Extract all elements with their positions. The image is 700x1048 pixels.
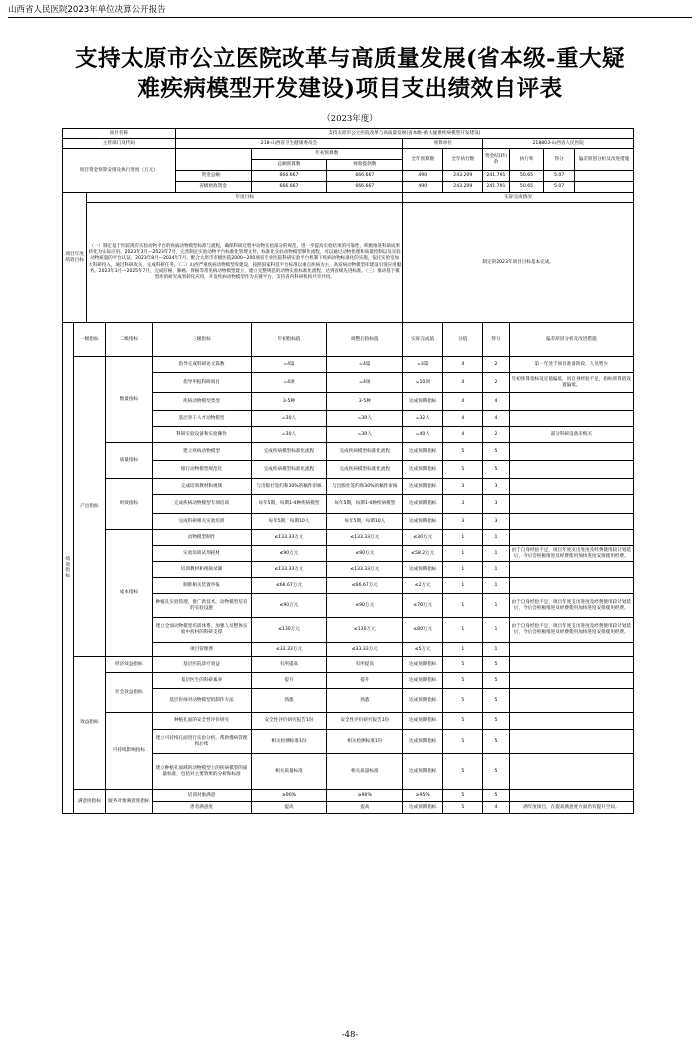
level1-indicator: 满意度指标: [73, 790, 106, 814]
deviation-reason: [509, 479, 633, 495]
level3-indicator: 科研实验设备和实验操作: [152, 427, 251, 443]
weight: 3: [443, 479, 483, 495]
actual-value: 达成预期指标: [403, 730, 443, 754]
deviation-reason: 由于自身经验不足，项目年度支出进度及经费使用较计划延后，今后会积极推进及经费使用加快进度安排使用经费。: [509, 618, 633, 643]
weight: 1: [443, 562, 483, 578]
score: 1: [483, 578, 509, 594]
level2-indicator: 成本指标: [106, 530, 152, 657]
initial-target: ≤90万元: [251, 594, 327, 618]
reason-header: 偏差原因分析及改进措施: [574, 149, 633, 171]
actual-value: 达成预期指标: [403, 754, 443, 790]
budget-corner: [175, 149, 251, 171]
score: 5: [483, 790, 509, 802]
rate-header: 执行率: [509, 149, 544, 171]
level3-indicator: 项目管理费: [152, 643, 251, 657]
weight: 1: [443, 530, 483, 546]
indicator-row: [63, 357, 634, 373]
goal-target-text: （一）制定基于医院现有实验动物平台的疾病动物模型标准与流程，确保科研过程中动物实验部分的规范，进一步提高实验结果的可靠性，积极推进科研成果转化为实际应用。2023年3月—2023年7月，完善制定实验动物平台标准化管理文件，标准化实验动物模型制作流程，可以通过动物伦理和质量控制以及实验动物质量的平台认证。2023年8月—2024年7月，配合太原市市级医院2000~200项省专业医院科研实验平台机制下疾病动物标准化的实施，依托实验室加大科研投入，通过科研攻关，完成科研任务。（二）山西严重疾病动物模型库建设，按照国家科技平台标准以重点疾病为主，高发病动物模型库建设引领应用服务。2023年3月—2025年7月，完成肝癌、肺癌、胃癌等常见病动物模型建立，建立完整规范的动物实验标准化流程，达到省级先进标准。（三）推动基于模型库的研究成果转化应用，开发疾病动物模型作为关键平台，支持省内科研机构共享共用。: [87, 203, 403, 323]
score: 4: [483, 802, 509, 814]
deviation-reason: [509, 689, 633, 713]
actual-value: 达成预期指标: [403, 393, 443, 411]
actual-value: ≤30万元: [403, 530, 443, 546]
weight: 1: [443, 578, 483, 594]
score: 5: [483, 657, 509, 673]
budget-header-row: [63, 149, 634, 160]
indicator-row: [63, 713, 634, 730]
deviation-reason: [509, 443, 633, 461]
score-header: 得分: [544, 149, 575, 171]
deviation-reason: [509, 461, 633, 479]
actual-value: 达成预期指标: [403, 562, 443, 578]
adjusted-target: ≤133.33万元: [327, 530, 403, 546]
level2-indicator: 质量指标: [106, 443, 152, 479]
actual-value: 达成预期指标: [403, 713, 443, 730]
full-year-header: 全年预算数: [403, 149, 443, 171]
level3-indicator: 建立全面动物模型培训体系，加强人员整体实验中药材的科研支撑: [152, 618, 251, 643]
deviation-reason: 由于自身经验不足，项目年度支出进度及经费使用较计划延后，今后会积极推进及经费使用加快进度安排使用经费。: [509, 546, 633, 562]
budget-label: 项目资金预算安排及执行进度（万元）: [63, 149, 176, 193]
actual-value: =40人: [403, 427, 443, 443]
level2-indicator: 可持续影响指标: [106, 713, 152, 790]
adjusted-target: 每年5期，每期1-4种疾病模型: [327, 495, 403, 514]
actual-value: =10项: [403, 373, 443, 393]
adjusted-target: 提升: [327, 673, 403, 689]
level3-indicator: 建立可持续孔面进行实验分析，帮助慢病管理和后续: [152, 730, 251, 754]
score: 1: [483, 562, 509, 578]
total-budget-header: 总额预算数: [251, 160, 327, 171]
deviation-reason: [509, 643, 633, 657]
score: 4: [483, 393, 509, 411]
weight: 4: [443, 373, 483, 393]
adjusted-target: =30人: [327, 427, 403, 443]
initial-target: 提升: [251, 673, 327, 689]
level3-indicator: 指导申报科研项目: [152, 373, 251, 393]
indicator-row: [63, 479, 634, 495]
score: 1: [483, 530, 509, 546]
score: 5: [483, 754, 509, 790]
page-title: [60, 44, 640, 104]
level2-indicator: 服务对象满意度指标: [106, 790, 152, 814]
report-year: （2023年度）: [322, 114, 378, 124]
adjusted-target: =30人: [327, 411, 403, 427]
level3-indicator: 患者满意度: [152, 802, 251, 814]
score: 5: [483, 673, 509, 689]
initial-target: 安全性评价研究报告1份: [251, 713, 327, 730]
project-name: 支持太原市公立医院改革与高质量发展(省本级-重大疑难疾病模型开发建设): [175, 129, 633, 139]
actual-value: 达成预期指标: [403, 461, 443, 479]
indicator-row: [63, 673, 634, 689]
deviation-reason: 满年度项目，在提高满意度方面仍有提升空间。: [509, 802, 633, 814]
adjusted-target: 完成疾病模型标准化流程: [327, 461, 403, 479]
dept-label: 主管部门及代码: [63, 139, 176, 149]
initial-target: 相关检测标准1份: [251, 730, 327, 754]
initial-target: ≥90%: [251, 790, 327, 802]
level3-indicator: 疾病动物模型类型: [152, 393, 251, 411]
level2-header: 二级指标: [106, 323, 152, 357]
level3-indicator: 培训教材和视频录制: [152, 562, 251, 578]
actual-value: 达成预期指标: [403, 689, 443, 713]
adjusted-target: 安全性评价研究报告1份: [327, 713, 403, 730]
initial-target: ≤130万元: [251, 618, 327, 643]
actual-value: =3篇: [403, 357, 443, 373]
adjusted-target: 有所提高: [327, 657, 403, 673]
score: 3: [483, 495, 509, 514]
level3-indicator: 完成疾病动物模型专项培训: [152, 495, 251, 514]
deviation-reason: [509, 530, 633, 546]
level3-indicator: 基层医师对动物模型的制作方法: [152, 689, 251, 713]
weight: 5: [443, 461, 483, 479]
weight: 5: [443, 713, 483, 730]
adjusted-target: 提高: [327, 802, 403, 814]
ind-reason-header: 偏差原因分析及改进措施: [509, 323, 633, 357]
indicator-header-row: [63, 323, 634, 357]
initial-target: =30人: [251, 427, 327, 443]
level3-indicator: 基层医生的科研素养: [152, 673, 251, 689]
adjusted-target-header: 调整后指标值: [327, 323, 403, 357]
weight: 1: [443, 546, 483, 562]
deviation-reason: 由于自身经验不足，项目年度支出进度及经费使用较计划延后，今后会积极推进及经费使用加快进度安排使用经费。: [509, 594, 633, 618]
unit-value: 218803-山西省人民医院: [483, 139, 634, 149]
deviation-reason: [509, 562, 633, 578]
page-header: 山西省人民医院2023年单位决算公开报告: [8, 5, 166, 15]
title-line-1: 支持太原市公立医院改革与高质量发展(省本级-重大疑: [75, 46, 625, 72]
project-name-row: [63, 129, 634, 139]
adjusted-target: ≤66.67万元: [327, 578, 403, 594]
score: 1: [483, 594, 509, 618]
deviation-reason: [509, 411, 633, 427]
adjusted-target: 相关质量标准: [327, 754, 403, 790]
level3-indicator: 指导完成科研论文篇数: [152, 357, 251, 373]
goal-target-header: 年度目标: [87, 193, 403, 203]
initial-target: 提高: [251, 802, 327, 814]
level3-indicator: 基层骨干人才动物模型: [152, 411, 251, 427]
score: 5: [483, 443, 509, 461]
actual-value: 达成预期指标: [403, 495, 443, 514]
weight: 5: [443, 673, 483, 689]
adjusted-target: ≤130万元: [327, 618, 403, 643]
ind-score-header: 得分: [483, 323, 509, 357]
deviation-reason: [509, 713, 633, 730]
weight: 5: [443, 443, 483, 461]
weight: 1: [443, 643, 483, 657]
weight: 5: [443, 730, 483, 754]
actual-value: ≤58.2万元: [403, 546, 443, 562]
weight: 5: [443, 657, 483, 673]
goal-section-label: 项目年度绩效目标: [63, 193, 87, 323]
initial-target: =4项: [251, 373, 327, 393]
level3-indicator: 完成培训教材和视频: [152, 479, 251, 495]
goal-actual-header: 实际完成情况: [403, 193, 634, 203]
score: 4: [483, 411, 509, 427]
initial-target: 每年5期，每期10人: [251, 514, 327, 530]
deviation-reason: [509, 754, 633, 790]
initial-target: ≤90万元: [251, 546, 327, 562]
adjusted-target: =4篇: [327, 357, 403, 373]
indicator-row: [63, 530, 634, 546]
initial-target: 熟悉: [251, 689, 327, 713]
score: 2: [483, 427, 509, 443]
level3-indicator: 培训对象满意: [152, 790, 251, 802]
level3-indicator: 种植孔面的安全性评价研究: [152, 713, 251, 730]
initial-target: =4篇: [251, 357, 327, 373]
page-number: -48-: [341, 1030, 359, 1040]
initial-target: 相关质量标准: [251, 754, 327, 790]
score: 1: [483, 546, 509, 562]
adjusted-target: 每年5期，每期10人: [327, 514, 403, 530]
level3-indicator: 建立疾病动物模型: [152, 443, 251, 461]
budget-fiscal-row: 省级财政资金 666.667 666.667 490 243.209 241.791 50.65 5.07: [63, 182, 634, 193]
level2-indicator: 数量指标: [106, 357, 152, 443]
actual-value-header: 实际完成值: [403, 323, 443, 357]
initial-target: ≤33.33万元: [251, 643, 327, 657]
actual-value: 达成预期指标: [403, 443, 443, 461]
level3-indicator: 基层医院诊疗效益: [152, 657, 251, 673]
level2-indicator: 社会效益指标: [106, 673, 152, 713]
score: 1: [483, 618, 509, 643]
deviation-reason: [509, 514, 633, 530]
deviation-reason: [509, 495, 633, 514]
score: 1: [483, 643, 509, 657]
weight: 5: [443, 754, 483, 790]
actual-value: =32人: [403, 411, 443, 427]
initial-target: 每年5期，每期1-4种疾病模型: [251, 495, 327, 514]
actual-value: ≤2万元: [403, 578, 443, 594]
unit-label: 预算单位: [403, 139, 483, 149]
adjusted-target: 与出版社签约和30%的稿件审核: [327, 479, 403, 495]
goal-actual-text: 制定的2023年项目目标基本完成。: [403, 203, 634, 323]
fiscal-budget-header: 财政拨款数: [327, 160, 403, 171]
goal-content-row: [63, 203, 634, 323]
dept-row: [63, 139, 634, 149]
perf-indicator-label: 绩效指标: [63, 323, 74, 814]
score: 5: [483, 689, 509, 713]
actual-value: 达成预期指标: [403, 657, 443, 673]
balance-header: 资金结(转)余: [483, 149, 509, 171]
actual-value: 达成预期指标: [403, 514, 443, 530]
adjusted-target: ≥90%: [327, 790, 403, 802]
level3-header: 三级指标: [152, 323, 251, 357]
weight: 5: [443, 790, 483, 802]
score: 2: [483, 357, 509, 373]
indicator-row: [63, 443, 634, 461]
budget-total-row: 资金总额： 666.667 666.667 490 243.209 241.791 50.65 5.07: [63, 171, 634, 182]
level3-indicator: 制胚相关装置申报: [152, 578, 251, 594]
performance-table: [62, 128, 634, 814]
score: 5: [483, 461, 509, 479]
indicator-row: [63, 790, 634, 802]
initial-target: ≤133.33万元: [251, 530, 327, 546]
score: 5: [483, 730, 509, 754]
level2-indicator: 时效指标: [106, 479, 152, 530]
level1-indicator: 产出指标: [73, 357, 106, 657]
level2-indicator: 经济效益指标: [106, 657, 152, 673]
adjusted-target: 3-5种: [327, 393, 403, 411]
indicator-row: [63, 657, 634, 673]
adjusted-target: ≤133.33万元: [327, 562, 403, 578]
actual-value: ≥95%: [403, 790, 443, 802]
adjusted-target: =4项: [327, 373, 403, 393]
actual-value: 达成预期指标: [403, 479, 443, 495]
deviation-reason: [509, 730, 633, 754]
level3-indicator: 种植孔实验管理，推广新技术，动物模型培育的实验设施: [152, 594, 251, 618]
actual-value: 达成预期指标: [403, 673, 443, 689]
actual-value: ≤5万元: [403, 643, 443, 657]
initial-target: 完成疾病模型标准化流程: [251, 443, 327, 461]
deviation-reason: 部分科研设备未购买: [509, 427, 633, 443]
deviation-reason: [509, 393, 633, 411]
adjusted-target: 完成疾病模型标准化流程: [327, 443, 403, 461]
title-line-2: 难疾病模型开发建设)项目支出绩效自评表: [137, 76, 563, 102]
initial-target: 与出版社签约和30%的稿件审核: [251, 479, 327, 495]
deviation-reason: [509, 790, 633, 802]
level3-indicator: 银行动物模型规范化: [152, 461, 251, 479]
goal-header-row: [63, 193, 634, 203]
weight: 3: [443, 495, 483, 514]
level3-indicator: 建立种植孔面域的动物模型上的疾病模型的质量标准，包括对主要效果的分析和标准: [152, 754, 251, 790]
weight: 4: [443, 393, 483, 411]
initial-target: =30人: [251, 411, 327, 427]
adjusted-target: ≤33.33万元: [327, 643, 403, 657]
level3-indicator: 完成科研相关实验培训: [152, 514, 251, 530]
deviation-reason: 年初预算指标设定值偏低，因自身经验不足，指标预算值设置偏低。: [509, 373, 633, 393]
level3-indicator: 实验培训试剂耗材: [152, 546, 251, 562]
level3-indicator: 动物模型制作: [152, 530, 251, 546]
initial-target: 有所提高: [251, 657, 327, 673]
actual-value: ≤80万元: [403, 618, 443, 643]
adjusted-target: ≤90万元: [327, 594, 403, 618]
score: 3: [483, 514, 509, 530]
actual-value: ≤70万元: [403, 594, 443, 618]
deviation-reason: 第一年处于项目准备阶段，人员暂少: [509, 357, 633, 373]
weight: 4: [443, 357, 483, 373]
weight: 1: [443, 618, 483, 643]
deviation-reason: [509, 657, 633, 673]
weight: 3: [443, 514, 483, 530]
deviation-reason: [509, 578, 633, 594]
adjusted-target: ≤90万元: [327, 546, 403, 562]
score: 2: [483, 373, 509, 393]
weight-header: 分值: [443, 323, 483, 357]
execution-header: 全年执行数: [443, 149, 483, 171]
initial-target: 完成疾病模型标准化流程: [251, 461, 327, 479]
initial-budget-header: 年初预算数: [251, 149, 403, 160]
level1-indicator: 效益指标: [73, 657, 106, 790]
project-name-label: 项目名称: [63, 129, 176, 139]
header-divider: [8, 17, 692, 18]
score: 3: [483, 479, 509, 495]
deviation-reason: [509, 673, 633, 689]
actual-value: 达成预期指标: [403, 802, 443, 814]
initial-target: 3-5种: [251, 393, 327, 411]
level1-header: 一级指标: [73, 323, 106, 357]
dept-value: 218-山西省卫生健康委员会: [175, 139, 403, 149]
weight: 1: [443, 594, 483, 618]
adjusted-target: 相关检测标准1份: [327, 730, 403, 754]
initial-target: ≤66.67万元: [251, 578, 327, 594]
weight: 4: [443, 411, 483, 427]
initial-target: ≤133.33万元: [251, 562, 327, 578]
adjusted-target: 熟悉: [327, 689, 403, 713]
score: 5: [483, 713, 509, 730]
weight: 5: [443, 689, 483, 713]
weight: 4: [443, 427, 483, 443]
weight: 5: [443, 802, 483, 814]
initial-target-header: 年初指标值: [251, 323, 327, 357]
